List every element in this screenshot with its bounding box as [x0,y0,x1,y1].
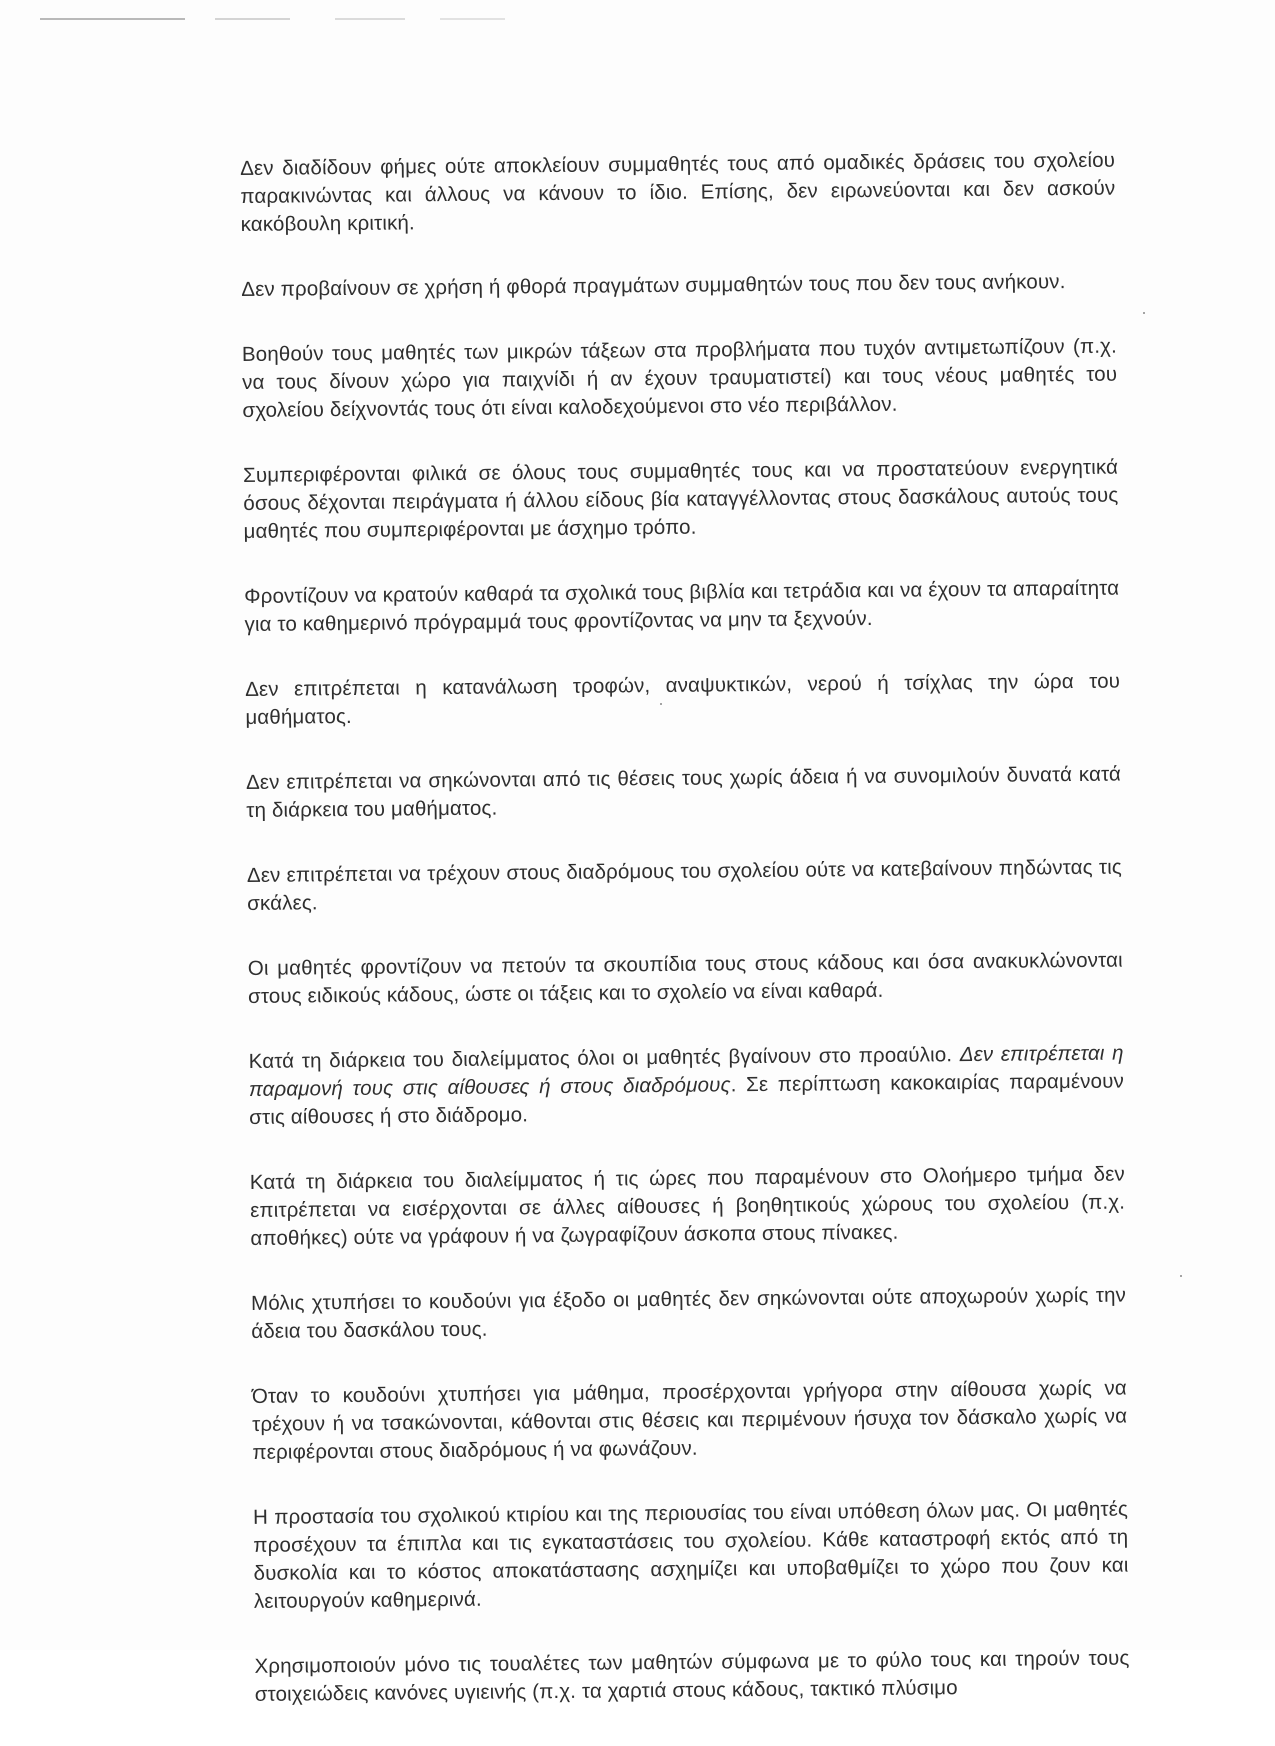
paragraph: Χρησιμοποιούν μόνο τις τουαλέτες των μαθητών σύμφωνα με το φύλο τους και τηρούν τους στοιχειώδεις κανόνες υγιεινής (π.χ. τα χαρτιά στους κάδους, τακτικό πλύσιμο [254,1646,1130,1706]
scan-speck [1180,1275,1182,1277]
recess-paragraph [249,1040,1125,1132]
recess-text-end: . Σε περίπτωση κακοκαιρίας παραμένουν στις αίθουσες ή στο διάδρομο. [249,1069,1125,1129]
recess-italic-rule: Δεν επιτρέπεται η παραμονή τους στις αίθουσες ή στους διαδρόμους [248,1041,1124,1101]
paragraph: Δεν επιτρέπεται η κατανάλωση τροφών, αναψυκτικών, νερού ή τσίχλας την ώρα του μαθήματος. [245,669,1121,729]
paragraph: Όταν το κουδούνι χτυπήσει για μάθημα, προσέρχονται γρήγορα στην αίθουσα χωρίς να τρέχουν ή να τσακώνονται, κάθονται στις θέσεις και περιμένουν ήσυχα τον δάσκαλο χωρίς να περιφέρονται στους διαδρόμους ή να φωνάζουν. [251,1376,1128,1464]
scan-speck [1143,312,1145,314]
document-body [240,147,1130,1746]
paragraph: Κατά τη διάρκεια του διαλείμματος ή τις ώρες που παραμένουν στο Ολοήμερο τμήμα δεν επιτρέπεται να εισέρχονται σε άλλες αίθουσες ή βοηθητικούς χώρους του σχολείου (π.χ. αποθήκες) ούτε να γράφουν ή να ζωγραφίζουν άσκοπα στους πίνακες. [249,1162,1126,1250]
scan-artifact-line [215,18,290,20]
scan-artifact-line [40,18,185,20]
paragraph: Η προστασία του σχολικού κτιρίου και της περιουσίας του είναι υπόθεση όλων μας. Οι μαθητές προσέχουν τα έπιπλα και τις εγκαταστάσεις του σχολείου. Κάθε καταστροφή εκτός από τη δυσκολία και το κόστος αποκατάστασης ασχημίζει και υποβαθμίζει το χώρο που ζουν και λειτουργούν καθημερινά. [252,1497,1129,1613]
paragraph: Βοηθούν τους μαθητές των μικρών τάξεων στα προβλήματα που τυχόν αντιμετωπίζουν (π.χ. να τους δίνουν χώρο για παιχνίδι ή αν έχουν τραυματιστεί) και τους νέους μαθητές του σχολείου δείχνοντάς τους ότι είναι καλοδεχούμενοι στο νέο περιβάλλον. [241,334,1118,422]
paragraph: Συμπεριφέρονται φιλικά σε όλους τους συμμαθητές τους και να προστατεύουν ενεργητικά όσους δέχονται πειράγματα ή άλλου είδους βία καταγγέλλοντας στους δασκάλους αυτούς τους μαθητές που συμπεριφέρονται με άσχημο τρόπο. [242,455,1119,543]
scan-artifact-line [335,18,405,20]
paragraph: Δεν επιτρέπεται να σηκώνονται από τις θέσεις τους χωρίς άδεια ή να συνομιλούν δυνατά κατά τη διάρκεια του μαθήματος. [245,762,1122,822]
paragraph: Φροντίζουν να κρατούν καθαρά τα σχολικά τους βιβλία και τετράδια και να έχουν τα απαραίτητα για το καθημερινό πρόγραμμά τους φροντίζοντας να μην τα ξεχνούν. [244,576,1120,636]
paragraph: Δεν επιτρέπεται να τρέχουν στους διαδρόμους του σχολείου ούτε να κατεβαίνουν πηδώντας τις σκάλες. [246,855,1122,915]
paragraph: Δεν διαδίδουν φήμες ούτε αποκλείουν συμμαθητές τους από ομαδικές δράσεις του σχολείου παρακινώντας και άλλους να κάνουν το ίδιο. Επίσης, δεν ειρωνεύονται και δεν ασκούν κακόβουλη κριτική. [240,148,1116,236]
paragraph: Μόλις χτυπήσει το κουδούνι για έξοδο οι μαθητές δεν σηκώνονται ούτε αποχωρούν χωρίς την άδεια του δασκάλου τους. [250,1283,1127,1343]
paragraph: Οι μαθητές φροντίζουν να πετούν τα σκουπίδια τους στους κάδους και όσα ανακυκλώνονται στους ειδικούς κάδους, ώστε οι τάξεις και το σχολείο να είναι καθαρά. [247,948,1123,1008]
scan-artifact-line [440,18,505,20]
paragraph: Δεν προβαίνουν σε χρήση ή φθορά πραγμάτων συμμαθητών τους που δεν τους ανήκουν. [241,270,1066,301]
recess-text-start: Κατά τη διάρκεια του διαλείμματος όλοι οι μαθητές βγαίνουν στο προαύλιο. [248,1043,960,1073]
